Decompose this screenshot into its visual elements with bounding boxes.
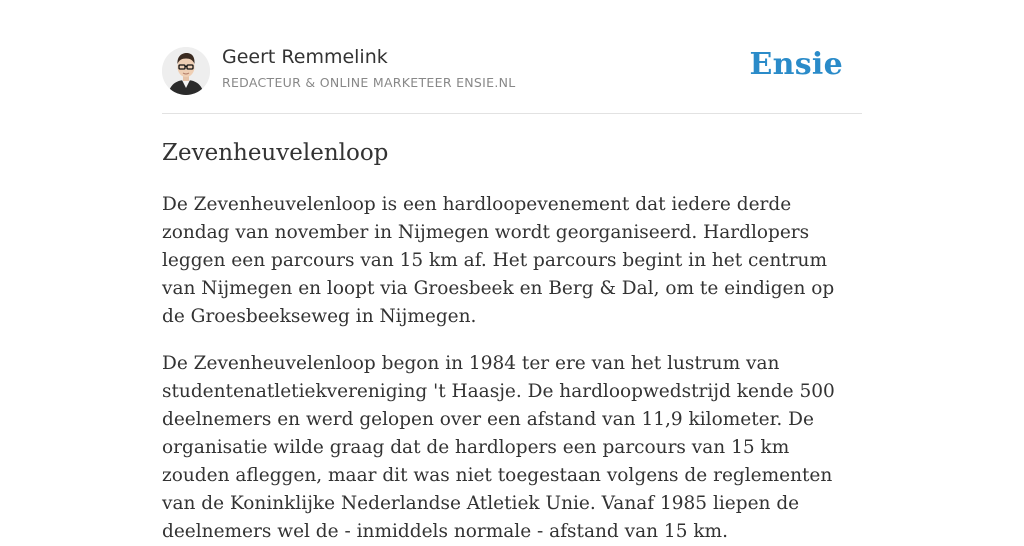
article-card (162, 0, 862, 546)
article-paragraph: De Zevenheuvelenloop begon in 1984 ter ere van het lustrum van studentenatletiekvereniging 't Haasje. De hardloopwedstrijd kende 500 deelnemers en werd gelopen over een afstand van 11,9 kilometer. De organisatie wilde graag dat de hardlopers een parcours van 15 km zouden afleggen, maar dit was niet toegestaan volgens de reglementen van de Koninklijke Nederlandse Atletiek Unie. Vanaf 1985 liepen de deelnemers wel de - inmiddels normale - afstand van 15 km. (162, 352, 835, 542)
author-header (162, 0, 862, 114)
article-paragraph: De Zevenheuvelenloop is een hardloopevenement dat iedere derde zondag van november in Nijmegen wordt georganiseerd. Hardlopers leggen een parcours van 15 km af. Het parcours begint in het centrum van Nijmegen en loopt via Groesbeek en Berg & Dal, om te eindigen op de Groesbeekseweg in Nijmegen. (162, 193, 835, 327)
article-title: Zevenheuvelenloop (162, 140, 389, 166)
person-icon (162, 47, 210, 95)
ensie-logo[interactable]: Ensie (749, 47, 843, 82)
author-role: REDACTEUR & ONLINE MARKETEER ENSIE.NL (222, 75, 516, 90)
author-name[interactable]: Geert Remmelink (222, 46, 388, 68)
article-body (162, 191, 862, 546)
author-avatar[interactable] (162, 47, 210, 95)
